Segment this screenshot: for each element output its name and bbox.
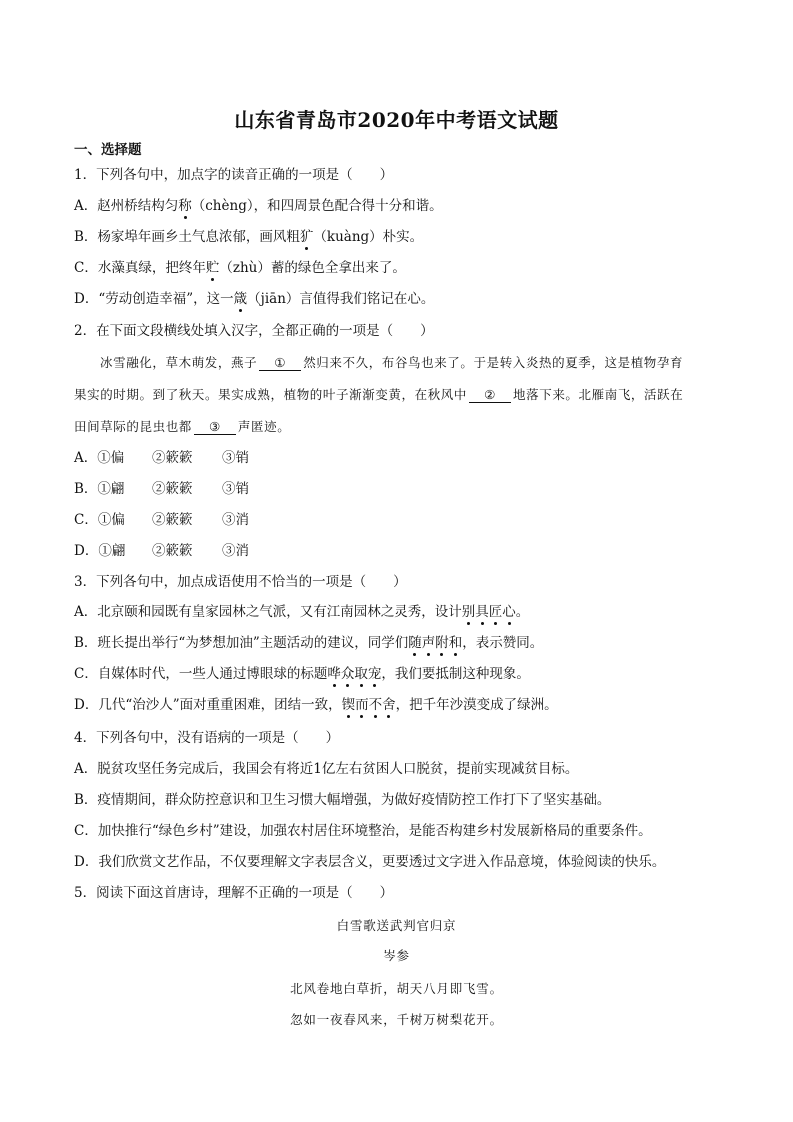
q3-stem: 3．下列各句中，加点成语使用不恰当的一项是（ ） xyxy=(74,574,407,590)
passage-text: 冰雪融化，草木萌发，燕子 xyxy=(100,355,258,370)
q2-stem: 2．在下面文段横线处填入汉字，全都正确的一项是（ ） xyxy=(74,323,434,339)
page-title: 山东省青岛市2020年中考语文试题 xyxy=(234,108,559,132)
poem-author: 岑参 xyxy=(383,948,410,963)
dotted-char: 众 xyxy=(340,666,355,682)
q1-option-d xyxy=(74,290,434,308)
option-part: ②簌簌 xyxy=(152,481,193,497)
dotted-char: 别 xyxy=(461,604,476,620)
poem-line: 忽如一夜春风来，千树万树梨花开。 xyxy=(290,1012,503,1027)
q1-a-text: A．赵州桥结构匀 xyxy=(74,198,179,214)
dotted-char: 犷 xyxy=(299,229,314,245)
q4-stem: 4．下列各句中，没有语病的一项是（ ） xyxy=(74,730,340,746)
q3-option-b xyxy=(74,634,543,652)
q2-option-d xyxy=(74,542,249,560)
q3-d-text: D．几代“治沙人”面对重重困难，团结一致， xyxy=(74,697,342,713)
q2-option-c xyxy=(74,511,249,529)
q2-passage-line xyxy=(74,386,683,404)
dotted-idiom xyxy=(342,697,396,713)
dotted-char: 宠 xyxy=(367,666,382,682)
option-part: ③消 xyxy=(222,512,249,528)
dotted-char: 心 xyxy=(502,604,516,620)
dotted-char: 贮 xyxy=(205,260,220,276)
q4-option-a: A．脱贫攻坚任务完成后，我国会有将近1亿左右贫困人口脱贫，提前实现减贫目标。 xyxy=(74,761,579,777)
q3-b-text: B．班长提出举行“为梦想加油”主题活动的建议，同学们 xyxy=(74,635,409,651)
dotted-idiom xyxy=(462,604,516,620)
dotted-char: 声 xyxy=(421,635,436,651)
option-part: B．①翩 xyxy=(74,481,125,497)
dotted-char: 具 xyxy=(475,604,489,620)
q3-c-text: C．自媒体时代，一些人通过博眼球的标题 xyxy=(74,666,328,682)
q4-option-b: B．疫情期间，群众防控意识和卫生习惯大幅增强，为做好疫情防控工作打下了坚实基础。 xyxy=(74,792,611,808)
q1-d-text: （jiān）言值得我们铭记在心。 xyxy=(247,291,435,307)
q3-option-a xyxy=(74,603,529,621)
dotted-char: 附 xyxy=(435,635,449,651)
dotted-char: 匠 xyxy=(488,604,503,620)
passage-text: 果实的时期。到了秋天。果实成熟，植物的叶子渐渐变黄，在秋风中 xyxy=(74,387,468,402)
q1-c-text: （zhù）蓄的绿色全拿出来了。 xyxy=(219,260,406,276)
option-part: ③销 xyxy=(222,481,249,497)
blank-2: ② xyxy=(469,387,511,403)
q2-passage-line xyxy=(100,354,683,372)
passage-text: 声匿迹。 xyxy=(237,419,291,434)
blank-3: ③ xyxy=(194,419,236,435)
q1-option-a xyxy=(74,197,443,215)
q1-a-text: （chèng），和四周景色配合得十分和谐。 xyxy=(191,198,443,214)
option-part: C．①偏 xyxy=(74,512,125,528)
dotted-char: 舍 xyxy=(382,697,396,713)
q3-option-d xyxy=(74,696,558,714)
q1-d-text: D．“劳动创造幸福”，这一 xyxy=(74,291,234,307)
q3-d-text: ，把千年沙漠变成了绿洲。 xyxy=(395,697,558,713)
q1-c-text: C．水藻真绿，把终年 xyxy=(74,260,206,276)
option-part: ③销 xyxy=(222,450,249,466)
q3-a-text: A．北京颐和园既有皇家园林之气派，又有江南园林之灵秀，设计 xyxy=(74,604,462,620)
dotted-char: 和 xyxy=(448,635,463,651)
blank-1: ① xyxy=(259,355,301,371)
q2-passage-line xyxy=(74,418,290,436)
q3-b-text: ，表示赞同。 xyxy=(462,635,544,651)
option-part: A．①偏 xyxy=(74,450,125,466)
passage-text: 然归来不久，布谷鸟也来了。于是转入炎热的夏季，这是植物孕育 xyxy=(303,355,684,370)
option-part: ②簌簌 xyxy=(152,450,193,466)
option-part: ②簌簌 xyxy=(152,512,193,528)
dotted-char: 随 xyxy=(408,635,422,651)
dotted-char: 而 xyxy=(355,697,369,713)
q4-option-d: D．我们欣赏文艺作品，不仅要理解文字表层含义，更要透过文字进入作品意境，体验阅读的快乐。 xyxy=(74,854,666,870)
dotted-char: 锲 xyxy=(341,697,356,713)
q3-option-c xyxy=(74,665,530,683)
idiom-text xyxy=(462,604,516,620)
poem-title: 白雪歌送武判官归京 xyxy=(336,918,457,933)
poem-line: 北风卷地白草折，胡天八月即飞雪。 xyxy=(290,981,503,996)
option-part: ②簌簌 xyxy=(152,543,193,559)
q1-option-c xyxy=(74,259,406,277)
q1-stem: 1．下列各句中，加点字的读音正确的一项是（ ） xyxy=(74,167,394,183)
q5-stem: 5．阅读下面这首唐诗，理解不正确的一项是（ ） xyxy=(74,885,394,901)
q1-b-text: B．杨家埠年画乡土气息浓郁，画风粗 xyxy=(74,229,300,245)
dotted-char: 不 xyxy=(368,697,383,713)
dotted-char: 哗 xyxy=(327,666,341,682)
option-part: ③消 xyxy=(222,543,249,559)
q3-a-text: 。 xyxy=(515,604,530,620)
passage-text: 田间草际的昆虫也都 xyxy=(74,419,192,434)
idiom-text xyxy=(327,666,381,682)
dotted-idiom xyxy=(327,666,381,682)
q1-option-b xyxy=(74,228,423,246)
q3-c-text: ，我们要抵制这种现象。 xyxy=(381,666,530,682)
dotted-char: 箴 xyxy=(233,291,248,307)
dotted-idiom xyxy=(408,635,462,651)
section-heading: 一、选择题 xyxy=(74,142,142,158)
idiom-text xyxy=(342,697,396,713)
q4-option-c: C．加快推行“绿色乡村”建设，加强农村居住环境整治，是能否构建乡村发展新格局的重要条件。 xyxy=(74,823,652,839)
idiom-text xyxy=(408,635,462,651)
passage-text: 地落下来。北雁南飞，活跃在 xyxy=(513,387,684,402)
q1-b-text: （kuàng）朴实。 xyxy=(313,229,424,245)
dotted-char: 称 xyxy=(178,198,192,214)
option-part: D．①翩 xyxy=(74,543,126,559)
q2-option-a xyxy=(74,449,249,467)
dotted-char: 取 xyxy=(354,666,368,682)
q2-option-b xyxy=(74,480,249,498)
